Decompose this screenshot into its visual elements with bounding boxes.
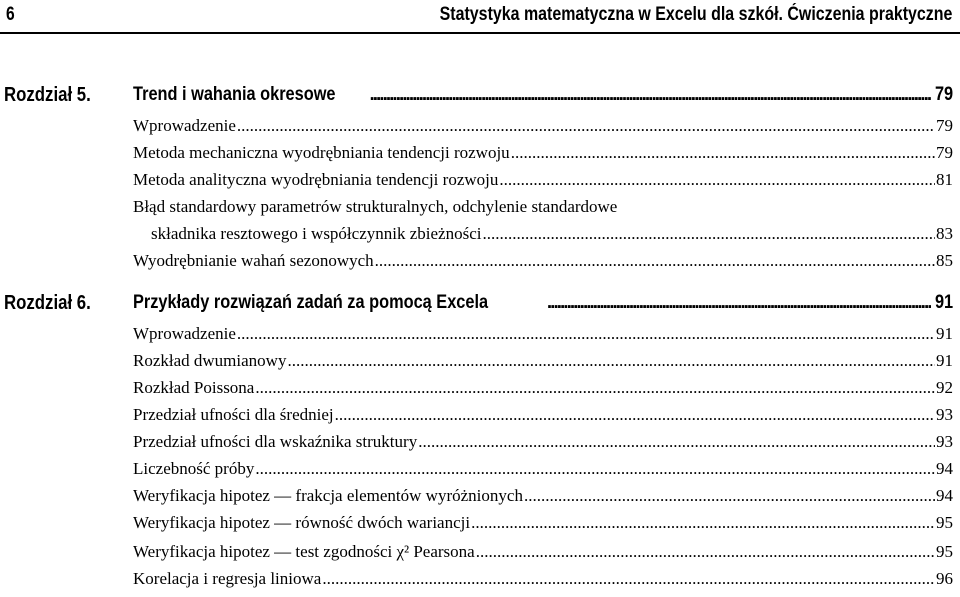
leader-dots [237, 324, 935, 344]
toc-entry[interactable] [151, 224, 953, 250]
toc-entry[interactable] [133, 486, 953, 512]
toc-entry-page: 79 [936, 143, 953, 162]
toc-entry-page: 93 [936, 405, 953, 424]
chapter-6-label: Rozdział 6. [4, 292, 91, 314]
leader-dots [375, 251, 935, 271]
toc-entry-title: Wprowadzenie [133, 324, 236, 343]
toc-entry[interactable] [133, 378, 953, 404]
toc-entry-title: Weryfikacja hipotez — równość dwóch wariancji [133, 513, 471, 532]
toc-entry[interactable] [133, 542, 953, 568]
toc-entry-page: 96 [936, 569, 953, 588]
toc-entry-page: 94 [936, 486, 953, 505]
toc-entry-title-continued: składnika resztowego i współczynnik zbieżności [151, 224, 482, 243]
leader-dots [322, 569, 935, 589]
toc-entry-page: 95 [936, 542, 953, 561]
chapter-6-row[interactable] [133, 292, 953, 318]
chapter-5-label: Rozdział 5. [4, 84, 91, 106]
leader-dots [255, 378, 935, 398]
toc-entry[interactable] [133, 251, 953, 277]
leader-dots [255, 459, 935, 479]
leader-dots [511, 143, 935, 163]
toc-entry-page: 91 [936, 351, 953, 370]
chapter-5-title: Trend i wahania okresowe [133, 84, 336, 105]
toc-entry-title: Błąd standardowy parametrów strukturalnych, odchylenie standardowe [133, 197, 618, 216]
toc-entry-page: 79 [936, 116, 953, 135]
toc-entry-title: Weryfikacja hipotez — frakcja elementów wyróżnionych [133, 486, 523, 505]
toc-entry-page: 92 [936, 378, 953, 397]
leader-dots [547, 292, 931, 314]
chapter-6-page: 91 [934, 292, 953, 313]
toc-entry[interactable] [133, 569, 953, 595]
leader-dots [237, 116, 935, 136]
leader-dots [369, 84, 930, 106]
running-title: Statystyka matematyczna w Excelu dla szkół. Ćwiczenia praktyczne [439, 4, 952, 25]
toc-entry-title: Liczebność próby [133, 459, 255, 478]
toc-entry-title: Rozkład Poissona [133, 378, 255, 397]
toc-entry-title: Metoda analityczna wyodrębniania tendencji rozwoju [133, 170, 499, 189]
page-header [0, 0, 960, 34]
toc-entry-title: Przedział ufności dla wskaźnika struktury [133, 432, 418, 451]
toc-entry[interactable] [133, 324, 953, 350]
leader-dots [476, 542, 935, 562]
leader-dots [482, 224, 935, 244]
toc-entry-title: Wyodrębnianie wahań sezonowych [133, 251, 374, 270]
chapter-5-row[interactable] [133, 84, 953, 110]
toc-entry[interactable] [133, 143, 953, 169]
leader-dots [418, 432, 935, 452]
toc-entry-title: Metoda mechaniczna wyodrębniania tendencji rozwoju [133, 143, 510, 162]
leader-dots [335, 405, 935, 425]
toc-entry-title: Rozkład dwumianowy [133, 351, 287, 370]
toc-entry[interactable] [133, 513, 953, 539]
header-rule [0, 32, 960, 34]
leader-dots [287, 351, 935, 371]
toc-entry-line1[interactable] [133, 197, 953, 223]
toc-entry-title: Korelacja i regresja liniowa [133, 569, 322, 588]
toc-entry-page: 94 [936, 459, 953, 478]
toc-entry-title: Wprowadzenie [133, 116, 236, 135]
toc-entry-page: 95 [936, 513, 953, 532]
toc-entry[interactable] [133, 351, 953, 377]
leader-dots [524, 486, 935, 506]
toc-entry[interactable] [133, 405, 953, 431]
leader-dots [499, 170, 935, 190]
toc-entry[interactable] [133, 170, 953, 196]
toc-entry[interactable] [133, 116, 953, 142]
chapter-5-page: 79 [934, 84, 953, 105]
chapter-6-title: Przykłady rozwiązań zadań za pomocą Excela [133, 292, 489, 313]
toc-entry[interactable] [133, 459, 953, 485]
toc-entry[interactable] [133, 432, 953, 458]
leader-dots [471, 513, 935, 533]
toc-entry-page: 93 [936, 432, 953, 451]
toc-entry-page: 81 [936, 170, 953, 189]
toc-entry-page: 91 [936, 324, 953, 343]
toc-entry-page: 85 [936, 251, 953, 270]
toc-entry-title: Weryfikacja hipotez — test zgodności χ² Pearsona [133, 542, 475, 561]
toc-entry-title: Przedział ufności dla średniej [133, 405, 334, 424]
page-number: 6 [6, 4, 15, 25]
toc-entry-page: 83 [936, 224, 953, 243]
